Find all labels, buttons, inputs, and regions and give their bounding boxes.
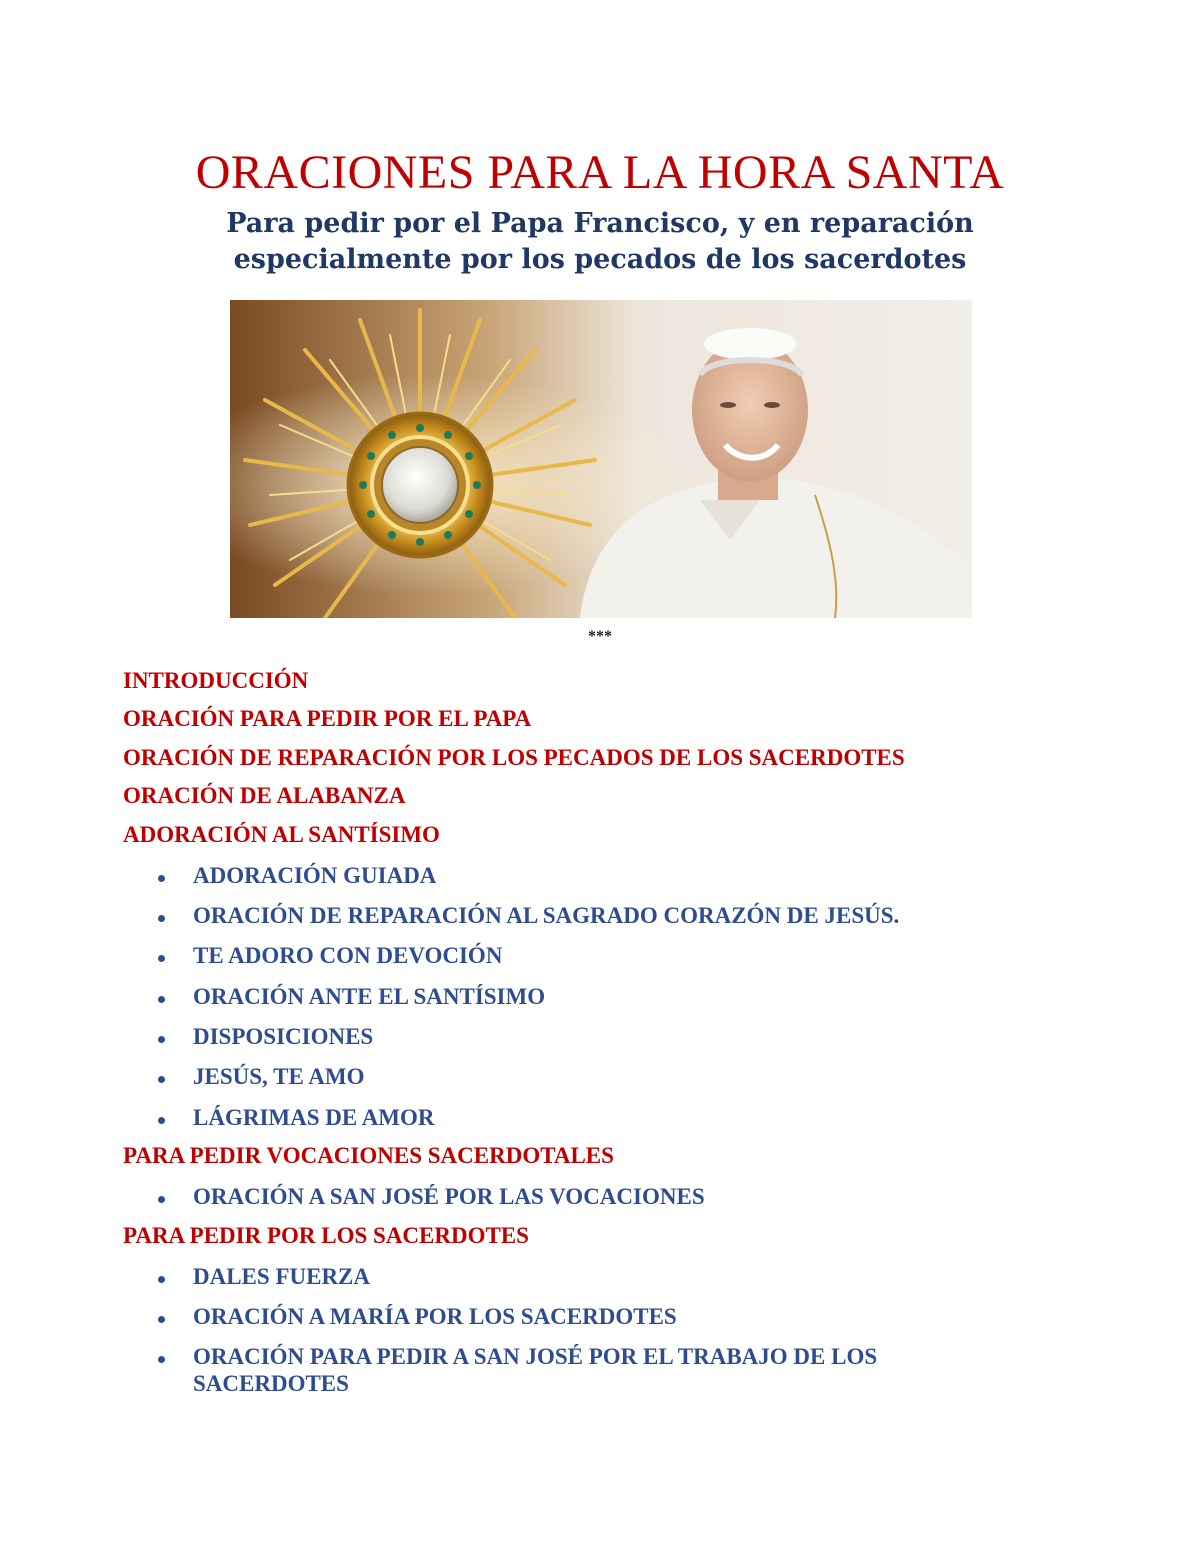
- toc-sacerdotes[interactable]: PARA PEDIR POR LOS SACERDOTES: [123, 1223, 529, 1248]
- subtitle-line-2: especialmente por los pecados de los sacerdotes: [233, 244, 967, 275]
- bullet-icon: [158, 1316, 165, 1323]
- bullet-icon: [158, 1196, 165, 1203]
- toc-sacerdotes-item[interactable]: DALES FUERZA: [193, 1264, 371, 1289]
- bullet-icon: [158, 1356, 165, 1363]
- subtitle-line-1: Para pedir por el Papa Francisco, y en reparación: [226, 208, 974, 239]
- toc-adoracion-item[interactable]: ORACIÓN DE REPARACIÓN AL SAGRADO CORAZÓN DE JESÚS.: [193, 903, 900, 928]
- bullet-icon: [158, 1117, 165, 1124]
- bullet-icon: [158, 1076, 165, 1083]
- toc-adoracion-item[interactable]: DISPOSICIONES: [193, 1024, 374, 1049]
- toc-oracion-reparacion[interactable]: ORACIÓN DE REPARACIÓN POR LOS PECADOS DE LOS SACERDOTES: [123, 745, 905, 770]
- toc-adoracion-item[interactable]: TE ADORO CON DEVOCIÓN: [193, 943, 503, 968]
- toc-oracion-papa[interactable]: ORACIÓN PARA PEDIR POR EL PAPA: [123, 706, 532, 731]
- toc-adoracion-item[interactable]: LÁGRIMAS DE AMOR: [193, 1105, 435, 1130]
- bullet-icon: [158, 996, 165, 1003]
- toc-sacerdotes-item[interactable]: ORACIÓN A MARÍA POR LOS SACERDOTES: [193, 1304, 677, 1329]
- toc-vocaciones-item[interactable]: ORACIÓN A SAN JOSÉ POR LAS VOCACIONES: [193, 1184, 705, 1209]
- toc-sacerdotes-item[interactable]: ORACIÓN PARA PEDIR A SAN JOSÉ POR EL TRABAJO DE LOS SACERDOTES: [193, 1344, 878, 1396]
- toc-vocaciones[interactable]: PARA PEDIR VOCACIONES SACERDOTALES: [123, 1143, 614, 1168]
- bullet-icon: [158, 1276, 165, 1283]
- bullet-icon: [158, 915, 165, 922]
- toc-adoracion-item[interactable]: ADORACIÓN GUIADA: [193, 863, 437, 888]
- toc-oracion-alabanza[interactable]: ORACIÓN DE ALABANZA: [123, 783, 406, 808]
- bullet-icon: [158, 955, 165, 962]
- toc-introduccion[interactable]: INTRODUCCIÓN: [123, 668, 309, 693]
- bullet-icon: [158, 1036, 165, 1043]
- document-title: ORACIONES PARA LA HORA SANTA: [195, 146, 1005, 199]
- bullet-icon: [158, 875, 165, 882]
- toc-adoracion-item[interactable]: ORACIÓN ANTE EL SANTÍSIMO: [193, 984, 546, 1009]
- toc-adoracion-item[interactable]: JESÚS, TE AMO: [193, 1064, 365, 1089]
- toc-adoracion[interactable]: ADORACIÓN AL SANTÍSIMO: [123, 822, 440, 847]
- separator: ***: [588, 628, 612, 645]
